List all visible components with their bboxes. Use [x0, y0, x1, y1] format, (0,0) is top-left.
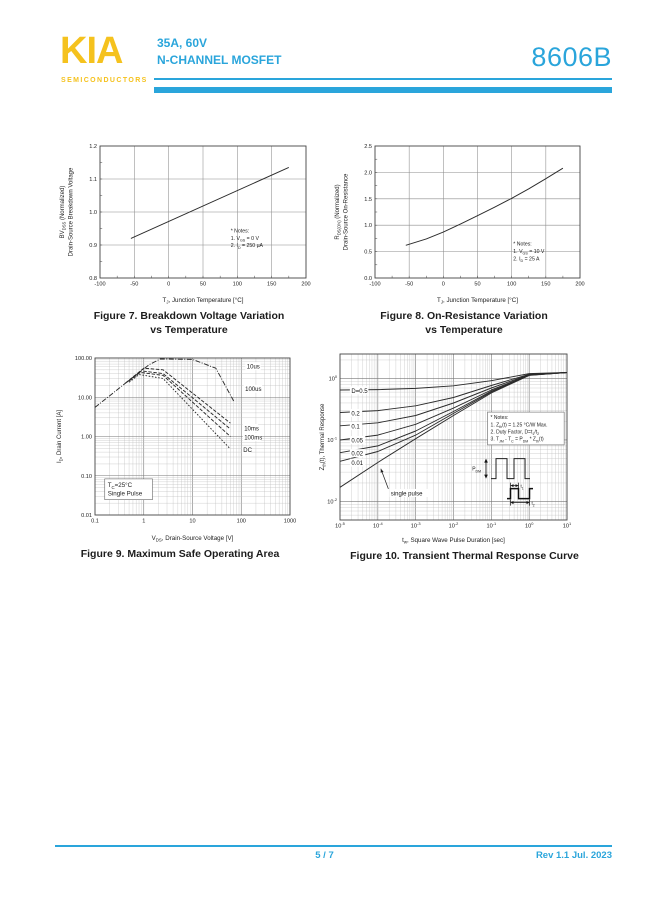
kia-logo-subtitle: SEMICONDUCTORS	[61, 77, 148, 84]
svg-text:0.0: 0.0	[364, 276, 372, 282]
svg-text:Drain-Source Breakdown Voltage: Drain-Source Breakdown Voltage	[68, 167, 75, 257]
svg-text:1. Zth(t) = 1.25 °C/W Max.: 1. $Z_{th}(t) = 1.25$ °C/W Max.	[490, 422, 548, 429]
figure10-plot	[318, 350, 611, 546]
svg-text:10us: 10us	[246, 364, 260, 371]
revision-label: Rev 1.1 Jul. 2023	[535, 850, 612, 861]
svg-text:200: 200	[301, 281, 311, 288]
svg-text:0.5: 0.5	[364, 249, 372, 256]
svg-text:100: 100	[236, 518, 246, 525]
svg-text:0: 0	[441, 281, 445, 288]
svg-text:50: 50	[474, 281, 481, 288]
svg-text:50: 50	[199, 281, 207, 288]
svg-text:100us: 100us	[245, 387, 262, 394]
svg-text:10ms: 10ms	[244, 426, 259, 433]
svg-text:t1: $t_1$	[520, 483, 524, 491]
svg-text:* Notes:: * Notes:	[490, 415, 509, 422]
svg-text:-50: -50	[130, 281, 139, 288]
svg-text:2.0: 2.0	[364, 170, 372, 177]
svg-text:2.5: 2.5	[364, 144, 372, 150]
svg-text:10-5: $10^{-5}$	[335, 521, 345, 530]
svg-text:1.5: 1.5	[364, 196, 372, 203]
svg-text:10-1: $10^{-1}$	[327, 435, 337, 444]
figure8-on-resistance-chart	[333, 132, 595, 337]
svg-text:100.00: 100.00	[74, 356, 92, 362]
svg-text:10-2: $10^{-2}$	[448, 521, 459, 530]
svg-text:0.1: 0.1	[351, 424, 360, 431]
svg-text:101: $10^1$	[562, 521, 572, 530]
figure10-caption: Figure 10. Transient Thermal Response Curve	[350, 550, 579, 562]
figure7-caption-line2: vs Temperature	[150, 324, 228, 336]
svg-text:0.02: 0.02	[351, 451, 364, 458]
svg-text:VDS, Drain-Source Voltage [V]: $V_{DS}$, Drain-Source Voltage [V]	[151, 535, 234, 543]
svg-text:0.01: 0.01	[351, 461, 364, 468]
svg-text:0.8: 0.8	[89, 276, 97, 282]
page-indicator: 5 / 7	[315, 850, 334, 861]
svg-text:Zth(t), Thermal Response: $Z_{th}(t)$, Thermal Response	[320, 403, 327, 471]
svg-text:0.05: 0.05	[351, 438, 364, 445]
svg-text:100: 100	[506, 281, 517, 288]
figure8-caption-line1: Figure 8. On-Resistance Variation	[380, 310, 548, 322]
svg-text:RDS(ON) (Normalized): $R_{DS(ON)}$ (Normalized)	[335, 184, 342, 240]
svg-text:1.00: 1.00	[81, 434, 92, 441]
svg-text:10.00: 10.00	[78, 395, 92, 402]
part-number: 8606B	[531, 42, 612, 72]
svg-text:10-4: $10^{-4}$	[372, 521, 383, 530]
svg-text:Drain-Source On-Resistance: Drain-Source On-Resistance	[343, 173, 350, 251]
svg-text:2. Duty Factor, D=t1/t2: 2. Duty Factor, $D=t_1/t_2$	[490, 429, 540, 437]
svg-text:single pulse: single pulse	[390, 491, 423, 498]
svg-text:0.9: 0.9	[89, 243, 97, 249]
svg-text:TJ, Junction Temperature [°C]: $T_J$, Junction Temperature [°C]	[162, 297, 244, 305]
svg-text:100: $10^0$	[328, 374, 337, 383]
figure8-plot	[333, 132, 595, 306]
svg-text:1.0: 1.0	[89, 210, 97, 216]
svg-text:10-2: $10^{-2}$	[327, 497, 337, 506]
svg-text:200: 200	[575, 281, 585, 288]
figure7-breakdown-voltage-chart	[58, 132, 320, 337]
svg-text:0: 0	[167, 281, 171, 288]
svg-text:10: 10	[189, 518, 196, 525]
figure7-caption-line1: Figure 7. Breakdown Voltage Variation	[93, 310, 285, 322]
svg-text:1. VGS = 10 V: 1. $V_{GS} = 10$ V	[513, 249, 545, 256]
header-rule-thin	[154, 78, 612, 80]
figure7-plot	[58, 132, 320, 306]
svg-text:100ms: 100ms	[244, 435, 263, 442]
svg-text:BVDSS (Normalized): $BV_{DSS}$ (Normalized)	[60, 185, 67, 239]
svg-text:1.2: 1.2	[89, 144, 97, 150]
svg-text:DC: DC	[243, 448, 252, 455]
svg-text:0.2: 0.2	[351, 411, 360, 418]
svg-text:-100: -100	[369, 281, 381, 288]
svg-text:1000: 1000	[283, 518, 297, 525]
figure8-caption-line2: vs Temperature	[425, 324, 503, 336]
svg-text:1.0: 1.0	[364, 223, 372, 230]
svg-text:0.10: 0.10	[81, 473, 92, 480]
svg-text:100: $10^0$	[524, 521, 534, 530]
figure9-caption: Figure 9. Maximum Safe Operating Area	[80, 548, 280, 560]
svg-text:2. ID = 250 μA: 2. $I_D = 250$ μA	[230, 243, 264, 250]
svg-text:PDM: $P_{DM}$	[472, 466, 482, 474]
svg-text:-50: -50	[405, 281, 414, 288]
svg-text:t2: $t_2$	[531, 500, 535, 508]
header-rule-thick	[154, 87, 612, 93]
kia-logo: KIA	[60, 30, 123, 72]
svg-text:D=0.5: D=0.5	[351, 388, 368, 395]
svg-text:2. ID = 25 A: 2. $I_D = 25$ A	[513, 256, 540, 264]
figure8-caption	[333, 309, 595, 337]
footer-rule	[55, 845, 612, 847]
svg-text:1: 1	[142, 518, 146, 525]
figure9-plot	[55, 350, 305, 544]
svg-text:TJ, Junction Temperature [°C]: $T_J$, Junction Temperature [°C]	[437, 297, 518, 305]
svg-text:-100: -100	[94, 281, 106, 288]
svg-text:150: 150	[541, 281, 551, 288]
svg-text:10-1: $10^{-1}$	[486, 521, 497, 530]
svg-text:10-3: $10^{-3}$	[410, 521, 421, 530]
figure10-thermal-response-chart	[318, 350, 611, 563]
svg-text:0.01: 0.01	[81, 513, 92, 519]
product-type: N-CHANNEL MOSFET	[157, 53, 282, 67]
svg-text:1. VGS = 0 V: 1. $V_{GS} = 0$ V	[230, 235, 259, 243]
figure9-soa-chart	[55, 350, 305, 561]
svg-text:* Notes:: * Notes:	[230, 228, 250, 235]
svg-text:0.1: 0.1	[91, 518, 99, 525]
svg-text:tw, Square Wave Pulse Duration: $t_w$, Square Wave Pulse Duration [sec]	[402, 537, 505, 545]
svg-text:* Notes:: * Notes:	[513, 241, 532, 248]
svg-text:Single Pulse: Single Pulse	[107, 490, 143, 498]
svg-text:TC=25°C: $T_C=25^\circ C$	[107, 482, 133, 490]
svg-text:3. TJM - TC = PDM * Zth(t): 3. $T_{JM} - T_C = P_{DM} * Z_{th}(t)$	[490, 436, 544, 444]
figure7-caption	[58, 309, 320, 337]
svg-text:ID, Drain Current [A]: $I_D$, Drain Current [A]	[57, 409, 64, 464]
svg-text:1.1: 1.1	[89, 177, 97, 183]
product-spec: 35A, 60V	[157, 36, 208, 50]
svg-text:100: 100	[232, 281, 243, 288]
svg-text:150: 150	[266, 281, 277, 288]
